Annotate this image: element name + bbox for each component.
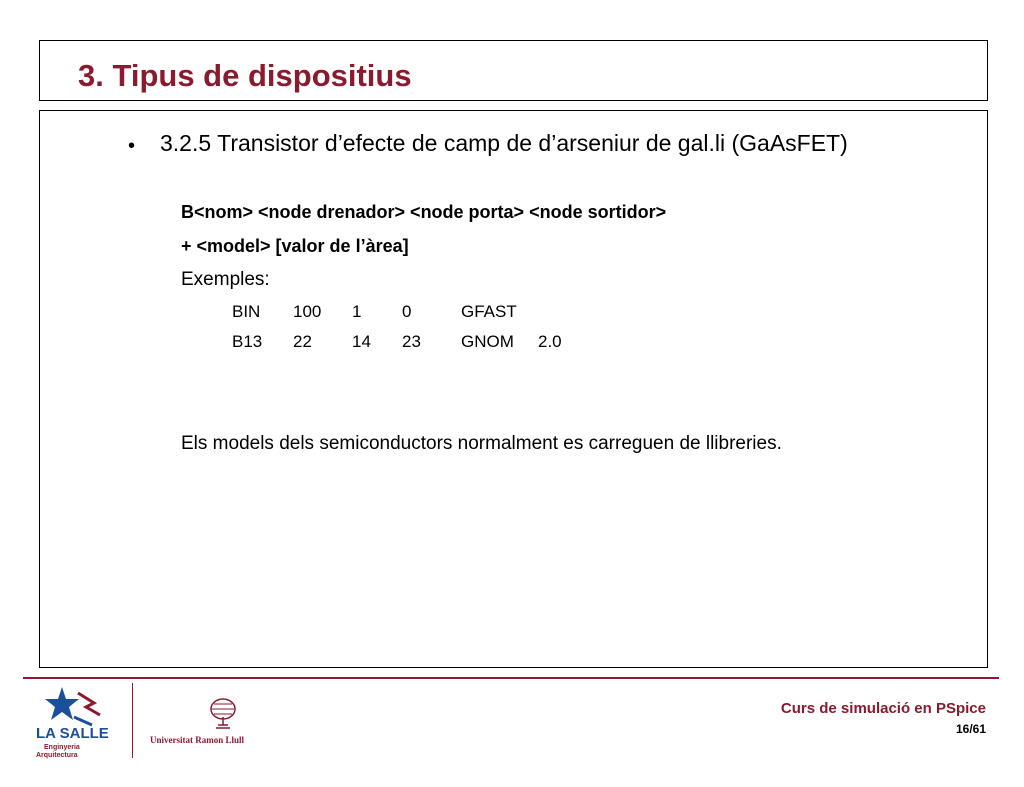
syntax-line-2: + <model> [valor de l’àrea] (181, 236, 409, 256)
example-cell: GFAST (461, 302, 517, 321)
logo-main-text: LA SALLE (36, 725, 109, 742)
slide-title: 3. Tipus de dispositius (78, 58, 412, 93)
example-cell: GNOM (461, 332, 514, 351)
url-logo (148, 697, 293, 747)
bullet-icon: • (128, 135, 136, 157)
example-cell: 23 (402, 332, 421, 351)
example-cell: BIN (232, 302, 261, 321)
example-cell: 14 (352, 332, 371, 351)
example-cell: 2.0 (538, 332, 562, 351)
example-cell: 100 (293, 302, 322, 321)
tree-icon (198, 697, 248, 731)
logo-line3-text: Arquitectura (36, 752, 78, 759)
example-cell: B13 (232, 332, 263, 351)
example-cell: 1 (352, 302, 362, 321)
url-logo-text: Universitat Ramon Llull (150, 735, 245, 745)
content-box (39, 110, 988, 668)
logo-divider (132, 683, 133, 758)
course-title: Curs de simulació en PSpice (780, 700, 986, 717)
syntax-line-1: B<nom> <node drenador> <node porta> <node sortidor> (181, 202, 667, 222)
note-text: Els models dels semiconductors normalment es carreguen de llibreries. (181, 433, 782, 454)
logo-line2-text: Enginyeria (44, 744, 80, 751)
examples-label: Exemples: (181, 269, 270, 290)
la-salle-logo (34, 683, 126, 759)
page-number: 16/61 (955, 722, 986, 736)
example-cell: 22 (293, 332, 312, 351)
title-box (39, 40, 988, 101)
footer-divider (23, 677, 999, 679)
example-cell: 0 (402, 302, 412, 321)
bullet-heading: 3.2.5 Transistor d’efecte de camp de d’arseniur de gal.li (GaAsFET) (160, 130, 848, 156)
